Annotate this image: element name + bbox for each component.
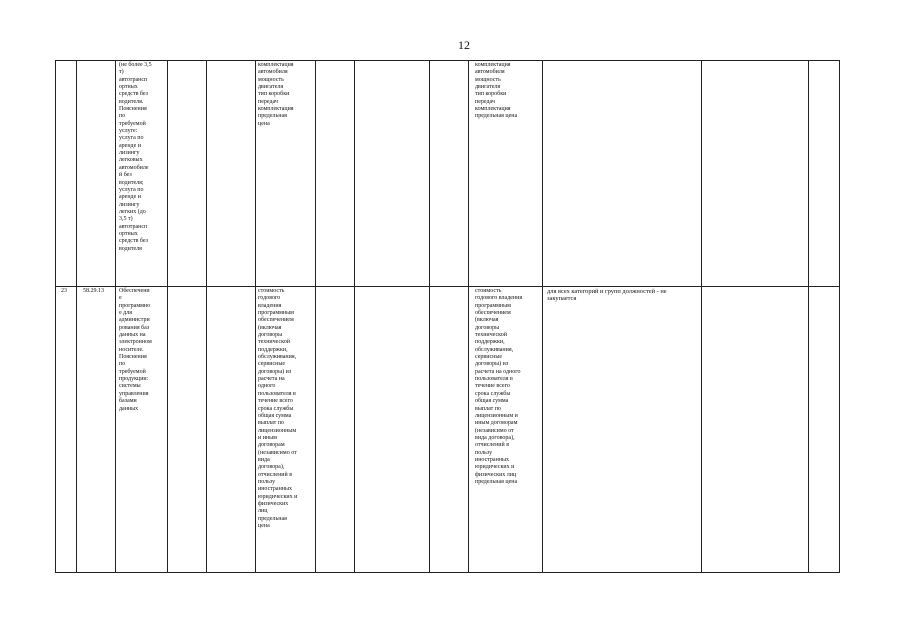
requirement-text: комплектация автомобиля мощность двигателя тип коробки передач комплектация предельная цена (258, 62, 294, 127)
column-divider (542, 61, 543, 572)
row-number: 23 (61, 288, 67, 294)
requirement-text: комплектация автомобиля мощность двигателя тип коробки передач комплектация предельная цена (475, 62, 518, 120)
column-divider (206, 61, 207, 572)
code: 58.29.13 (83, 288, 104, 294)
column-divider (167, 61, 168, 572)
item-name: Обеспечени е программно е для администри рования баз данных на электронном носителе. Пояснения по требуемой продукции: системы управления базами данных (119, 288, 152, 412)
note-text: для всех категорий и групп должностей - не закупается (547, 288, 667, 303)
page-number: 12 (458, 38, 470, 52)
column-divider (808, 61, 809, 572)
row-divider (56, 286, 839, 287)
column-divider (354, 61, 355, 572)
requirement-text: стоимость годового владения программным обеспечением (включая договоры технической поддержки, обслуживания, сервисные договоры) из расчета на одного пользователя в течение всего срока службы общая сумма выплат по лицензионным и иным договорам (независимо от вида договора), отчислений в пользу иностранных юридических и физических лиц предельная цена (258, 288, 298, 529)
column-divider (701, 61, 702, 572)
column-divider (255, 61, 256, 572)
column-divider (468, 61, 469, 572)
column-divider (115, 61, 116, 572)
requirement-text: стоимость годового владения программным обеспечением (включая договоры технической поддержки, обслуживания, сервисные договоры) из расчета на одного пользователя в течение всего срока службы общая сумма выплат по лицензионным и иным договорам (независимо от вида договора), отчислений в пользу иностранных юридических и физических лиц предельная цена (475, 288, 523, 485)
item-name: (не более 3,5 т) автотрансп ортных средств без водителя. Пояснения по требуемой услуге: услуга по аренде и лизингу легковых автомобиле й без водителя; услуга по аренде и лизингу легких (до 3,5 т) автотрансп ортных средств без водителя (119, 62, 152, 252)
column-divider (315, 61, 316, 572)
column-divider (76, 61, 77, 572)
column-divider (429, 61, 430, 572)
requirements-table (55, 60, 840, 573)
